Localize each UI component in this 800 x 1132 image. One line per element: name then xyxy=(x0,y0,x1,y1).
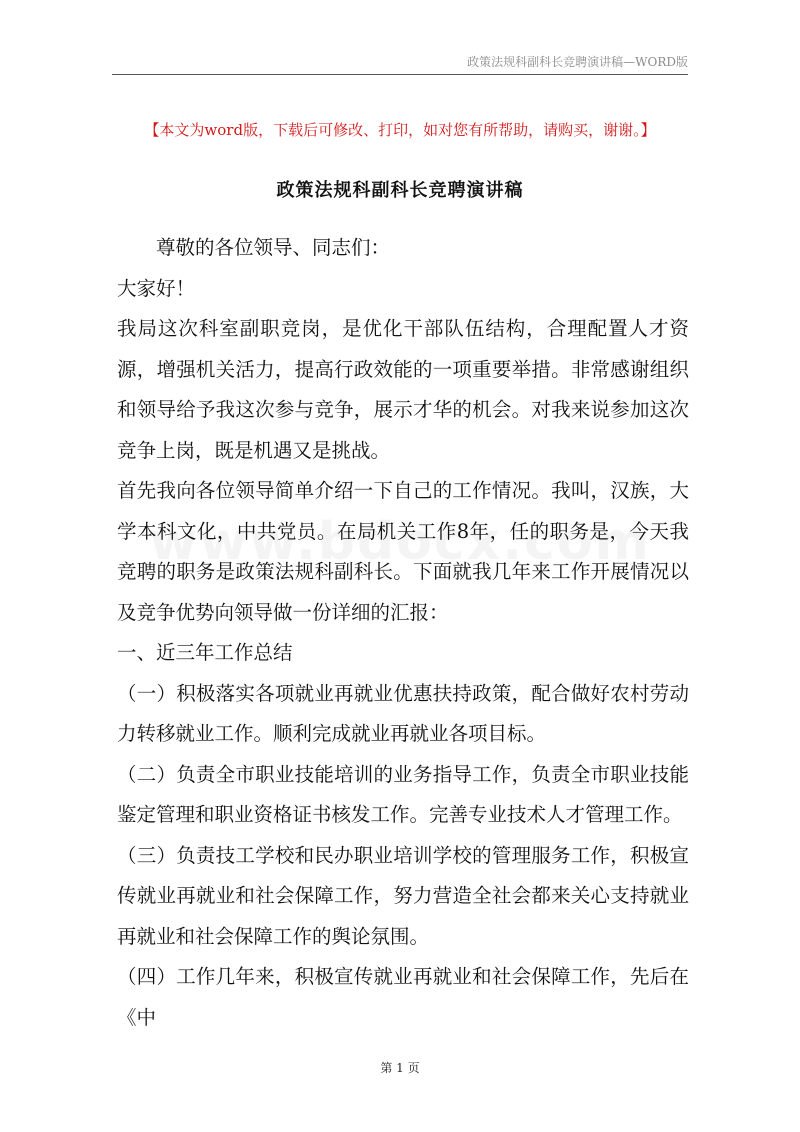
list-item-4: （四）工作几年来，积极宣传就业再就业和社会保障工作，先后在《中 xyxy=(117,965,689,1029)
section-heading: 一、近三年工作总结 xyxy=(117,641,293,664)
salutation: 尊敬的各位领导、同志们： xyxy=(156,236,391,259)
list-item-3: （三）负责技工学校和民办职业培训学校的管理服务工作，积极宣传就业再就业和社会保障工作，努力营造全社会都来关心支持就业再就业和社会保障工作的舆论氛围。 xyxy=(117,843,689,948)
paragraph-self-introduction: 首先我向各位领导简单介绍一下自己的工作情况。我叫，汉族，大学本科文化，中共党员。在局机关工作8年，任的职务是，今天我竞聘的职务是政策法规科副科长。下面就我几年来工作开展情况以及竞争优势向领导做一份详细的汇报： xyxy=(117,479,689,624)
list-item-2: （二）负责全市职业技能培训的业务指导工作，负责全市职业技能鉴定管理和职业资格证书核发工作。完善专业技术人才管理工作。 xyxy=(117,762,689,826)
header-divider xyxy=(112,74,688,75)
document-body xyxy=(117,228,689,1038)
purchase-notice: 【本文为word版，下载后可修改、打印，如对您有所帮助，请购买，谢谢。】 xyxy=(144,121,656,139)
running-header: 政策法规科副科长竞聘演讲稿—WORD版 xyxy=(467,55,688,69)
paragraph-intro: 我局这次科室副职竞岗，是优化干部队伍结构，合理配置人才资源，增强机关活力，提高行政效能的一项重要举措。非常感谢组织和领导给予我这次参与竞争，展示才华的机会。对我来说参加这次竞争上岗，既是机遇又是挑战。 xyxy=(117,317,689,462)
list-item-1: （一）积极落实各项就业再就业优惠扶持政策，配合做好农村劳动力转移就业工作。顺利完成就业再就业各项目标。 xyxy=(117,681,689,745)
document-title: 政策法规科副科长竞聘演讲稿 xyxy=(276,180,524,201)
greeting: 大家好！ xyxy=(117,276,196,300)
page-number: 第 1 页 xyxy=(380,1061,420,1075)
